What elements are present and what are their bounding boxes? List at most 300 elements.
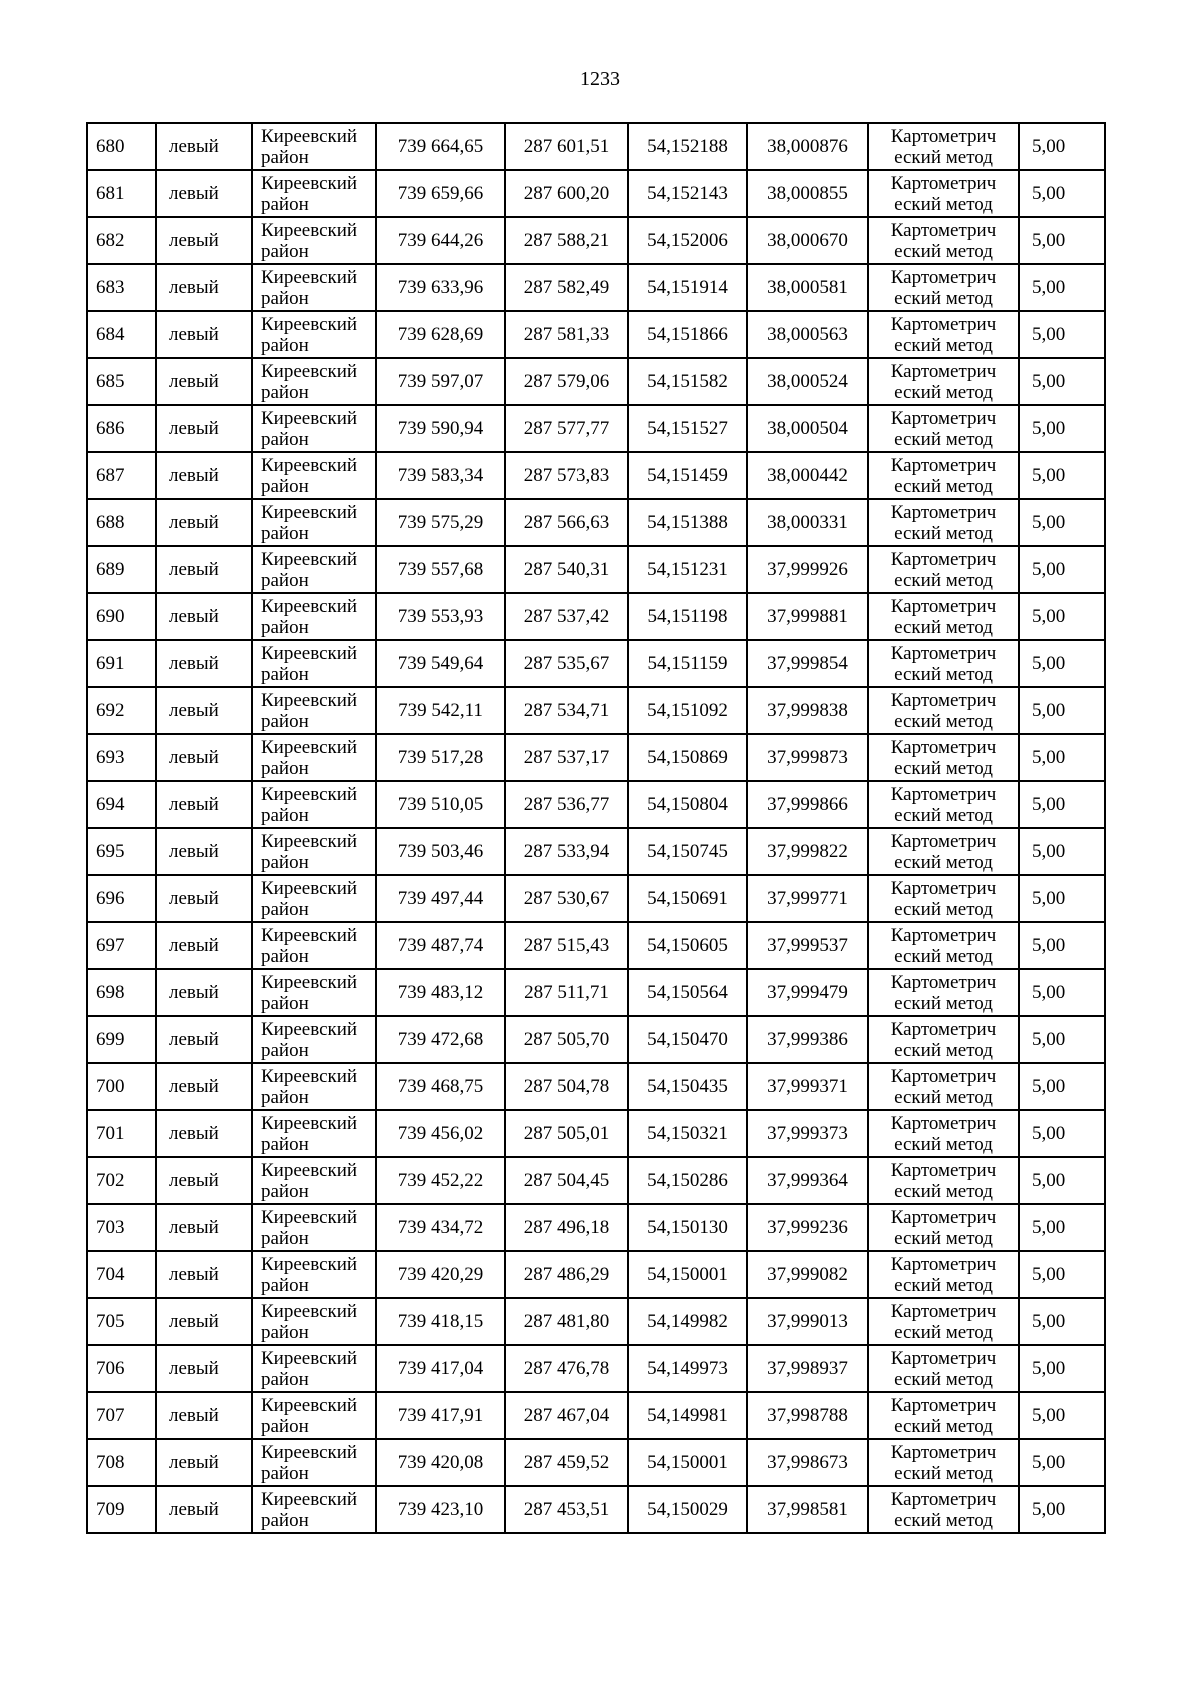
method-cell-line: Картометрич xyxy=(890,266,997,288)
error-cell: 5,00 xyxy=(1019,640,1105,687)
method-cell-line: Картометрич xyxy=(890,689,997,711)
method-cell-line: Картометрич xyxy=(890,219,997,241)
latitude-cell: 54,152006 xyxy=(628,217,747,264)
x-coordinate-cell: 739 542,11 xyxy=(376,687,505,734)
error-cell: 5,00 xyxy=(1019,1110,1105,1157)
side-cell: левый xyxy=(156,781,252,828)
side-cell: левый xyxy=(156,358,252,405)
x-coordinate-cell: 739 452,22 xyxy=(376,1157,505,1204)
latitude-cell: 54,150001 xyxy=(628,1439,747,1486)
error-cell: 5,00 xyxy=(1019,1392,1105,1439)
method-cell-line: еский метод xyxy=(894,1368,993,1390)
district-cell-line: Киреевский xyxy=(261,1112,358,1134)
latitude-cell: 54,150745 xyxy=(628,828,747,875)
district-cell-line: Киреевский xyxy=(261,1253,358,1275)
method-cell-line: Картометрич xyxy=(890,125,997,147)
x-coordinate-cell: 739 628,69 xyxy=(376,311,505,358)
error-cell: 5,00 xyxy=(1019,1204,1105,1251)
x-coordinate-cell: 739 583,34 xyxy=(376,452,505,499)
side-cell: левый xyxy=(156,405,252,452)
district-cell-line: Киреевский xyxy=(261,736,358,758)
x-coordinate-cell: 739 423,10 xyxy=(376,1486,505,1533)
method-cell-line: еский метод xyxy=(894,146,993,168)
district-cell-line: Киреевский xyxy=(261,830,358,852)
y-coordinate-cell: 287 582,49 xyxy=(505,264,628,311)
x-coordinate-cell: 739 644,26 xyxy=(376,217,505,264)
longitude-cell: 38,000331 xyxy=(747,499,868,546)
method-cell-line: еский метод xyxy=(894,1133,993,1155)
district-cell-line: Киреевский xyxy=(261,595,358,617)
longitude-cell: 38,000504 xyxy=(747,405,868,452)
y-coordinate-cell: 287 535,67 xyxy=(505,640,628,687)
longitude-cell: 37,999537 xyxy=(747,922,868,969)
longitude-cell: 37,998788 xyxy=(747,1392,868,1439)
longitude-cell: 37,999866 xyxy=(747,781,868,828)
y-coordinate-cell: 287 504,78 xyxy=(505,1063,628,1110)
table-body xyxy=(87,123,1105,1533)
district-cell-line: Киреевский xyxy=(261,407,358,429)
latitude-cell: 54,150321 xyxy=(628,1110,747,1157)
side-cell: левый xyxy=(156,922,252,969)
district-cell-line: Киреевский xyxy=(261,1206,358,1228)
point-number-cell: 706 xyxy=(87,1345,156,1392)
latitude-cell: 54,151231 xyxy=(628,546,747,593)
table-row xyxy=(87,1298,1105,1345)
y-coordinate-cell: 287 534,71 xyxy=(505,687,628,734)
latitude-cell: 54,151159 xyxy=(628,640,747,687)
error-cell: 5,00 xyxy=(1019,922,1105,969)
district-cell-line: Киреевский xyxy=(261,454,358,476)
method-cell-line: Картометрич xyxy=(890,1253,997,1275)
longitude-cell: 37,999926 xyxy=(747,546,868,593)
method-cell-line: Картометрич xyxy=(890,924,997,946)
y-coordinate-cell: 287 505,01 xyxy=(505,1110,628,1157)
method-cell-line: Картометрич xyxy=(890,736,997,758)
method-cell-line: еский метод xyxy=(894,287,993,309)
method-cell-line: Картометрич xyxy=(890,1300,997,1322)
latitude-cell: 54,150435 xyxy=(628,1063,747,1110)
district-cell xyxy=(252,405,376,452)
latitude-cell: 54,150286 xyxy=(628,1157,747,1204)
method-cell xyxy=(868,969,1019,1016)
latitude-cell: 54,150804 xyxy=(628,781,747,828)
district-cell-line: район xyxy=(261,1368,309,1390)
error-cell: 5,00 xyxy=(1019,1157,1105,1204)
error-cell: 5,00 xyxy=(1019,405,1105,452)
district-cell-line: район xyxy=(261,1509,309,1531)
district-cell-line: район xyxy=(261,1180,309,1202)
district-cell xyxy=(252,170,376,217)
method-cell xyxy=(868,358,1019,405)
y-coordinate-cell: 287 481,80 xyxy=(505,1298,628,1345)
district-cell-line: Киреевский xyxy=(261,1488,358,1510)
x-coordinate-cell: 739 503,46 xyxy=(376,828,505,875)
district-cell-line: Киреевский xyxy=(261,1300,358,1322)
district-cell xyxy=(252,1392,376,1439)
error-cell: 5,00 xyxy=(1019,358,1105,405)
error-cell: 5,00 xyxy=(1019,1298,1105,1345)
district-cell-line: Киреевский xyxy=(261,1394,358,1416)
latitude-cell: 54,150130 xyxy=(628,1204,747,1251)
method-cell-line: Картометрич xyxy=(890,971,997,993)
district-cell-line: район xyxy=(261,240,309,262)
latitude-cell: 54,150029 xyxy=(628,1486,747,1533)
y-coordinate-cell: 287 453,51 xyxy=(505,1486,628,1533)
side-cell: левый xyxy=(156,593,252,640)
district-cell xyxy=(252,1345,376,1392)
district-cell-line: район xyxy=(261,710,309,732)
district-cell xyxy=(252,734,376,781)
method-cell xyxy=(868,499,1019,546)
district-cell-line: Киреевский xyxy=(261,1159,358,1181)
district-cell xyxy=(252,781,376,828)
side-cell: левый xyxy=(156,170,252,217)
side-cell: левый xyxy=(156,499,252,546)
method-cell-line: Картометрич xyxy=(890,501,997,523)
district-cell-line: район xyxy=(261,851,309,873)
latitude-cell: 54,152188 xyxy=(628,123,747,170)
x-coordinate-cell: 739 664,65 xyxy=(376,123,505,170)
y-coordinate-cell: 287 533,94 xyxy=(505,828,628,875)
table-row xyxy=(87,311,1105,358)
method-cell xyxy=(868,828,1019,875)
x-coordinate-cell: 739 487,74 xyxy=(376,922,505,969)
error-cell: 5,00 xyxy=(1019,1345,1105,1392)
point-number-cell: 701 xyxy=(87,1110,156,1157)
district-cell xyxy=(252,264,376,311)
y-coordinate-cell: 287 515,43 xyxy=(505,922,628,969)
longitude-cell: 38,000442 xyxy=(747,452,868,499)
method-cell-line: Картометрич xyxy=(890,595,997,617)
x-coordinate-cell: 739 659,66 xyxy=(376,170,505,217)
latitude-cell: 54,151198 xyxy=(628,593,747,640)
district-cell-line: Киреевский xyxy=(261,783,358,805)
method-cell-line: еский метод xyxy=(894,428,993,450)
error-cell: 5,00 xyxy=(1019,123,1105,170)
table-row xyxy=(87,734,1105,781)
district-cell-line: район xyxy=(261,1227,309,1249)
table-row xyxy=(87,687,1105,734)
longitude-cell: 37,999873 xyxy=(747,734,868,781)
side-cell: левый xyxy=(156,264,252,311)
district-cell-line: район xyxy=(261,663,309,685)
table-row xyxy=(87,358,1105,405)
table-row xyxy=(87,1110,1105,1157)
district-cell xyxy=(252,875,376,922)
latitude-cell: 54,150605 xyxy=(628,922,747,969)
method-cell-line: Картометрич xyxy=(890,1394,997,1416)
x-coordinate-cell: 739 418,15 xyxy=(376,1298,505,1345)
district-cell xyxy=(252,546,376,593)
district-cell xyxy=(252,1298,376,1345)
longitude-cell: 38,000524 xyxy=(747,358,868,405)
point-number-cell: 698 xyxy=(87,969,156,1016)
side-cell: левый xyxy=(156,452,252,499)
x-coordinate-cell: 739 510,05 xyxy=(376,781,505,828)
longitude-cell: 37,999771 xyxy=(747,875,868,922)
district-cell-line: район xyxy=(261,1039,309,1061)
point-number-cell: 704 xyxy=(87,1251,156,1298)
longitude-cell: 37,998937 xyxy=(747,1345,868,1392)
district-cell xyxy=(252,1439,376,1486)
method-cell-line: Картометрич xyxy=(890,313,997,335)
district-cell xyxy=(252,640,376,687)
method-cell-line: Картометрич xyxy=(890,877,997,899)
district-cell xyxy=(252,922,376,969)
table-row xyxy=(87,1486,1105,1533)
longitude-cell: 37,999822 xyxy=(747,828,868,875)
method-cell xyxy=(868,405,1019,452)
point-number-cell: 688 xyxy=(87,499,156,546)
error-cell: 5,00 xyxy=(1019,1251,1105,1298)
district-cell xyxy=(252,1204,376,1251)
method-cell xyxy=(868,546,1019,593)
method-cell-line: Картометрич xyxy=(890,360,997,382)
method-cell-line: еский метод xyxy=(894,522,993,544)
y-coordinate-cell: 287 573,83 xyxy=(505,452,628,499)
x-coordinate-cell: 739 633,96 xyxy=(376,264,505,311)
method-cell-line: еский метод xyxy=(894,1180,993,1202)
table-row xyxy=(87,593,1105,640)
latitude-cell: 54,151092 xyxy=(628,687,747,734)
district-cell-line: район xyxy=(261,1321,309,1343)
table-row xyxy=(87,1439,1105,1486)
latitude-cell: 54,149981 xyxy=(628,1392,747,1439)
point-number-cell: 695 xyxy=(87,828,156,875)
x-coordinate-cell: 739 420,08 xyxy=(376,1439,505,1486)
point-number-cell: 681 xyxy=(87,170,156,217)
point-number-cell: 709 xyxy=(87,1486,156,1533)
point-number-cell: 684 xyxy=(87,311,156,358)
district-cell-line: Киреевский xyxy=(261,266,358,288)
latitude-cell: 54,150869 xyxy=(628,734,747,781)
error-cell: 5,00 xyxy=(1019,311,1105,358)
y-coordinate-cell: 287 579,06 xyxy=(505,358,628,405)
latitude-cell: 54,151582 xyxy=(628,358,747,405)
side-cell: левый xyxy=(156,1439,252,1486)
point-number-cell: 694 xyxy=(87,781,156,828)
error-cell: 5,00 xyxy=(1019,1016,1105,1063)
method-cell-line: Картометрич xyxy=(890,1441,997,1463)
method-cell xyxy=(868,593,1019,640)
method-cell xyxy=(868,1063,1019,1110)
district-cell xyxy=(252,1063,376,1110)
district-cell-line: Киреевский xyxy=(261,1018,358,1040)
method-cell-line: еский метод xyxy=(894,804,993,826)
longitude-cell: 37,999236 xyxy=(747,1204,868,1251)
longitude-cell: 37,999479 xyxy=(747,969,868,1016)
method-cell xyxy=(868,264,1019,311)
method-cell xyxy=(868,1157,1019,1204)
point-number-cell: 680 xyxy=(87,123,156,170)
side-cell: левый xyxy=(156,640,252,687)
y-coordinate-cell: 287 536,77 xyxy=(505,781,628,828)
district-cell-line: район xyxy=(261,428,309,450)
x-coordinate-cell: 739 417,91 xyxy=(376,1392,505,1439)
method-cell-line: еский метод xyxy=(894,1039,993,1061)
y-coordinate-cell: 287 467,04 xyxy=(505,1392,628,1439)
side-cell: левый xyxy=(156,1251,252,1298)
method-cell-line: еский метод xyxy=(894,898,993,920)
table-row xyxy=(87,405,1105,452)
district-cell-line: район xyxy=(261,287,309,309)
x-coordinate-cell: 739 420,29 xyxy=(376,1251,505,1298)
method-cell-line: еский метод xyxy=(894,334,993,356)
method-cell-line: Картометрич xyxy=(890,830,997,852)
error-cell: 5,00 xyxy=(1019,734,1105,781)
point-number-cell: 685 xyxy=(87,358,156,405)
method-cell-line: еский метод xyxy=(894,1274,993,1296)
error-cell: 5,00 xyxy=(1019,546,1105,593)
method-cell-line: Картометрич xyxy=(890,1206,997,1228)
longitude-cell: 37,999386 xyxy=(747,1016,868,1063)
x-coordinate-cell: 739 549,64 xyxy=(376,640,505,687)
x-coordinate-cell: 739 575,29 xyxy=(376,499,505,546)
side-cell: левый xyxy=(156,217,252,264)
error-cell: 5,00 xyxy=(1019,264,1105,311)
side-cell: левый xyxy=(156,734,252,781)
side-cell: левый xyxy=(156,1063,252,1110)
district-cell-line: Киреевский xyxy=(261,1065,358,1087)
error-cell: 5,00 xyxy=(1019,452,1105,499)
table-row xyxy=(87,640,1105,687)
point-number-cell: 696 xyxy=(87,875,156,922)
latitude-cell: 54,151388 xyxy=(628,499,747,546)
side-cell: левый xyxy=(156,546,252,593)
district-cell-line: Киреевский xyxy=(261,313,358,335)
district-cell-line: Киреевский xyxy=(261,219,358,241)
x-coordinate-cell: 739 417,04 xyxy=(376,1345,505,1392)
method-cell xyxy=(868,311,1019,358)
side-cell: левый xyxy=(156,123,252,170)
longitude-cell: 37,999364 xyxy=(747,1157,868,1204)
coordinates-table xyxy=(86,122,1106,1534)
latitude-cell: 54,152143 xyxy=(628,170,747,217)
longitude-cell: 37,999373 xyxy=(747,1110,868,1157)
district-cell xyxy=(252,499,376,546)
district-cell xyxy=(252,217,376,264)
district-cell xyxy=(252,687,376,734)
x-coordinate-cell: 739 590,94 xyxy=(376,405,505,452)
district-cell-line: район xyxy=(261,616,309,638)
longitude-cell: 37,999371 xyxy=(747,1063,868,1110)
table-row xyxy=(87,1063,1105,1110)
district-cell-line: Киреевский xyxy=(261,877,358,899)
method-cell xyxy=(868,1298,1019,1345)
error-cell: 5,00 xyxy=(1019,875,1105,922)
y-coordinate-cell: 287 600,20 xyxy=(505,170,628,217)
method-cell xyxy=(868,1016,1019,1063)
district-cell-line: район xyxy=(261,757,309,779)
method-cell-line: еский метод xyxy=(894,851,993,873)
y-coordinate-cell: 287 566,63 xyxy=(505,499,628,546)
district-cell xyxy=(252,1016,376,1063)
x-coordinate-cell: 739 434,72 xyxy=(376,1204,505,1251)
y-coordinate-cell: 287 486,29 xyxy=(505,1251,628,1298)
method-cell xyxy=(868,217,1019,264)
point-number-cell: 697 xyxy=(87,922,156,969)
district-cell-line: район xyxy=(261,334,309,356)
district-cell-line: Киреевский xyxy=(261,172,358,194)
error-cell: 5,00 xyxy=(1019,1439,1105,1486)
method-cell xyxy=(868,1110,1019,1157)
district-cell-line: район xyxy=(261,193,309,215)
table-row xyxy=(87,1392,1105,1439)
y-coordinate-cell: 287 496,18 xyxy=(505,1204,628,1251)
method-cell xyxy=(868,640,1019,687)
table-row xyxy=(87,1204,1105,1251)
method-cell-line: Картометрич xyxy=(890,783,997,805)
district-cell-line: район xyxy=(261,381,309,403)
district-cell-line: район xyxy=(261,992,309,1014)
latitude-cell: 54,149973 xyxy=(628,1345,747,1392)
y-coordinate-cell: 287 537,17 xyxy=(505,734,628,781)
district-cell xyxy=(252,593,376,640)
longitude-cell: 37,999013 xyxy=(747,1298,868,1345)
district-cell xyxy=(252,828,376,875)
error-cell: 5,00 xyxy=(1019,1063,1105,1110)
longitude-cell: 37,998581 xyxy=(747,1486,868,1533)
method-cell xyxy=(868,734,1019,781)
district-cell-line: район xyxy=(261,569,309,591)
method-cell-line: еский метод xyxy=(894,992,993,1014)
error-cell: 5,00 xyxy=(1019,170,1105,217)
method-cell xyxy=(868,1392,1019,1439)
district-cell-line: район xyxy=(261,804,309,826)
method-cell xyxy=(868,452,1019,499)
method-cell-line: Картометрич xyxy=(890,1065,997,1087)
method-cell-line: еский метод xyxy=(894,381,993,403)
point-number-cell: 699 xyxy=(87,1016,156,1063)
point-number-cell: 700 xyxy=(87,1063,156,1110)
y-coordinate-cell: 287 511,71 xyxy=(505,969,628,1016)
latitude-cell: 54,151527 xyxy=(628,405,747,452)
point-number-cell: 690 xyxy=(87,593,156,640)
method-cell-line: еский метод xyxy=(894,240,993,262)
error-cell: 5,00 xyxy=(1019,687,1105,734)
point-number-cell: 682 xyxy=(87,217,156,264)
y-coordinate-cell: 287 588,21 xyxy=(505,217,628,264)
method-cell xyxy=(868,1204,1019,1251)
x-coordinate-cell: 739 557,68 xyxy=(376,546,505,593)
district-cell-line: район xyxy=(261,475,309,497)
side-cell: левый xyxy=(156,687,252,734)
method-cell-line: Картометрич xyxy=(890,172,997,194)
method-cell-line: еский метод xyxy=(894,945,993,967)
latitude-cell: 54,151459 xyxy=(628,452,747,499)
error-cell: 5,00 xyxy=(1019,593,1105,640)
latitude-cell: 54,151914 xyxy=(628,264,747,311)
error-cell: 5,00 xyxy=(1019,781,1105,828)
method-cell-line: еский метод xyxy=(894,1086,993,1108)
method-cell xyxy=(868,170,1019,217)
method-cell-line: Картометрич xyxy=(890,407,997,429)
table-row xyxy=(87,1016,1105,1063)
district-cell-line: Киреевский xyxy=(261,1441,358,1463)
point-number-cell: 708 xyxy=(87,1439,156,1486)
error-cell: 5,00 xyxy=(1019,969,1105,1016)
point-number-cell: 703 xyxy=(87,1204,156,1251)
method-cell-line: Картометрич xyxy=(890,1347,997,1369)
table-row xyxy=(87,170,1105,217)
district-cell xyxy=(252,452,376,499)
method-cell-line: еский метод xyxy=(894,616,993,638)
y-coordinate-cell: 287 476,78 xyxy=(505,1345,628,1392)
district-cell-line: Киреевский xyxy=(261,501,358,523)
x-coordinate-cell: 739 597,07 xyxy=(376,358,505,405)
side-cell: левый xyxy=(156,969,252,1016)
table-row xyxy=(87,922,1105,969)
